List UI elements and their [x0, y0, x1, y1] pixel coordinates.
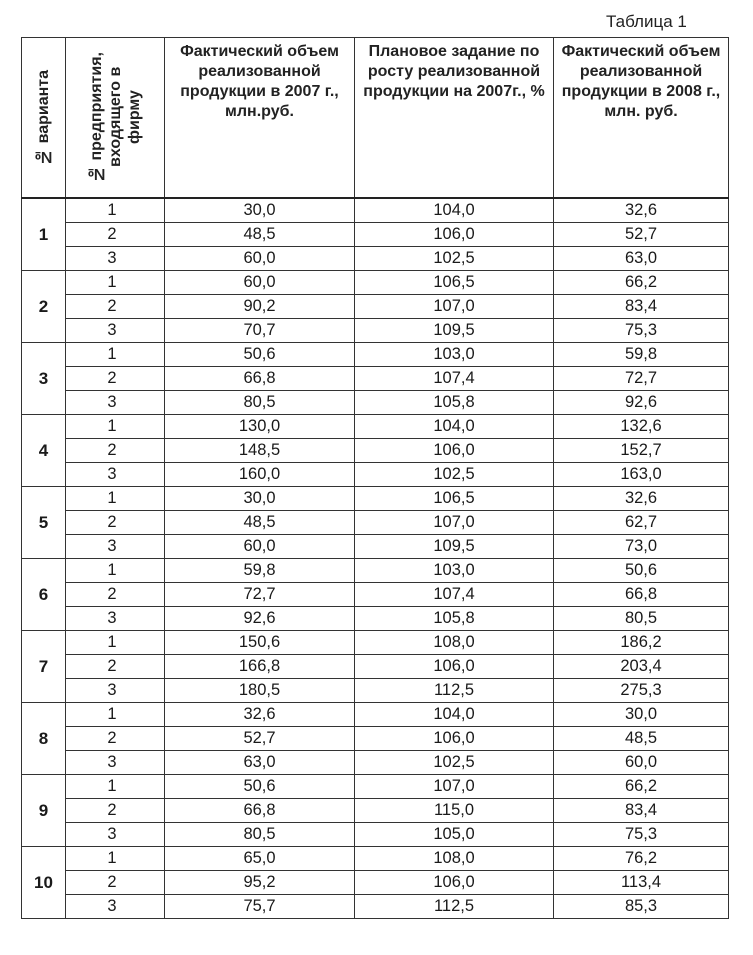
plan-cell: 106,0	[355, 439, 554, 463]
enterprise-number: 2	[66, 223, 165, 247]
variant-number: 10	[22, 847, 66, 919]
plan-cell: 102,5	[355, 463, 554, 487]
plan-cell: 112,5	[355, 895, 554, 919]
actual-2007-cell: 30,0	[165, 487, 355, 511]
actual-2007-cell: 50,6	[165, 775, 355, 799]
actual-2008-cell: 132,6	[554, 415, 729, 439]
actual-2008-cell: 163,0	[554, 463, 729, 487]
plan-cell: 105,0	[355, 823, 554, 847]
actual-2007-cell: 70,7	[165, 319, 355, 343]
actual-2007-cell: 30,0	[165, 198, 355, 223]
actual-2008-cell: 32,6	[554, 198, 729, 223]
variant-number: 4	[22, 415, 66, 487]
plan-cell: 103,0	[355, 559, 554, 583]
table-row	[22, 511, 729, 535]
enterprise-number: 1	[66, 847, 165, 871]
actual-2008-cell: 113,4	[554, 871, 729, 895]
actual-2008-cell: 66,2	[554, 775, 729, 799]
plan-cell: 104,0	[355, 198, 554, 223]
plan-cell: 102,5	[355, 247, 554, 271]
actual-2008-cell: 83,4	[554, 295, 729, 319]
actual-2007-cell: 66,8	[165, 367, 355, 391]
table-row	[22, 895, 729, 919]
variant-number: 3	[22, 343, 66, 415]
table-row	[22, 775, 729, 799]
enterprise-number: 2	[66, 799, 165, 823]
plan-cell: 102,5	[355, 751, 554, 775]
plan-cell: 109,5	[355, 535, 554, 559]
table-row	[22, 847, 729, 871]
header-actual-2008: Фактический объем реализованной продукции в 2008 г., млн. руб.	[554, 38, 729, 199]
actual-2008-cell: 75,3	[554, 823, 729, 847]
actual-2008-cell: 75,3	[554, 319, 729, 343]
enterprise-number: 3	[66, 391, 165, 415]
actual-2008-cell: 73,0	[554, 535, 729, 559]
enterprise-number: 3	[66, 247, 165, 271]
actual-2007-cell: 150,6	[165, 631, 355, 655]
table-row	[22, 823, 729, 847]
enterprise-number: 1	[66, 631, 165, 655]
plan-cell: 106,5	[355, 271, 554, 295]
actual-2007-cell: 180,5	[165, 679, 355, 703]
header-row	[22, 38, 729, 199]
enterprise-number: 2	[66, 295, 165, 319]
table-caption: Таблица 1	[606, 12, 687, 31]
actual-2008-cell: 275,3	[554, 679, 729, 703]
actual-2008-cell: 80,5	[554, 607, 729, 631]
plan-cell: 104,0	[355, 703, 554, 727]
enterprise-number: 3	[66, 895, 165, 919]
plan-cell: 106,5	[355, 487, 554, 511]
actual-2008-cell: 50,6	[554, 559, 729, 583]
enterprise-number: 3	[66, 319, 165, 343]
actual-2007-cell: 63,0	[165, 751, 355, 775]
enterprise-number: 2	[66, 655, 165, 679]
enterprise-number: 1	[66, 198, 165, 223]
plan-cell: 107,0	[355, 775, 554, 799]
actual-2008-cell: 66,2	[554, 271, 729, 295]
actual-2008-cell: 52,7	[554, 223, 729, 247]
header-actual-2007: Фактический объем реализованной продукции в 2007 г., млн.руб.	[165, 38, 355, 199]
variant-number: 9	[22, 775, 66, 847]
actual-2007-cell: 48,5	[165, 511, 355, 535]
enterprise-number: 3	[66, 823, 165, 847]
actual-2007-cell: 59,8	[165, 559, 355, 583]
plan-cell: 107,0	[355, 295, 554, 319]
table-row	[22, 198, 729, 223]
actual-2007-cell: 66,8	[165, 799, 355, 823]
plan-cell: 109,5	[355, 319, 554, 343]
table-row	[22, 295, 729, 319]
header-enterprise: № предприятия, входящего в фирму	[66, 38, 165, 199]
variant-number: 7	[22, 631, 66, 703]
variant-number: 8	[22, 703, 66, 775]
plan-cell: 108,0	[355, 631, 554, 655]
table-row	[22, 439, 729, 463]
enterprise-number: 2	[66, 511, 165, 535]
actual-2008-cell: 66,8	[554, 583, 729, 607]
variant-number: 1	[22, 198, 66, 271]
table-row	[22, 799, 729, 823]
table-row	[22, 703, 729, 727]
plan-cell: 106,0	[355, 871, 554, 895]
table-row	[22, 487, 729, 511]
table-row	[22, 583, 729, 607]
table-row	[22, 247, 729, 271]
actual-2008-cell: 76,2	[554, 847, 729, 871]
actual-2008-cell: 63,0	[554, 247, 729, 271]
actual-2007-cell: 60,0	[165, 535, 355, 559]
table-row	[22, 559, 729, 583]
actual-2008-cell: 152,7	[554, 439, 729, 463]
table-row	[22, 463, 729, 487]
actual-2008-cell: 60,0	[554, 751, 729, 775]
table-row	[22, 631, 729, 655]
plan-cell: 108,0	[355, 847, 554, 871]
enterprise-number: 1	[66, 343, 165, 367]
plan-cell: 107,0	[355, 511, 554, 535]
table-row	[22, 751, 729, 775]
enterprise-number: 3	[66, 751, 165, 775]
table-row	[22, 367, 729, 391]
actual-2007-cell: 60,0	[165, 247, 355, 271]
table-body	[22, 198, 729, 919]
actual-2007-cell: 60,0	[165, 271, 355, 295]
actual-2008-cell: 85,3	[554, 895, 729, 919]
variant-number: 2	[22, 271, 66, 343]
enterprise-number: 3	[66, 463, 165, 487]
actual-2008-cell: 186,2	[554, 631, 729, 655]
enterprise-number: 2	[66, 439, 165, 463]
table-row	[22, 607, 729, 631]
table-row	[22, 319, 729, 343]
header-variant: № варианта	[22, 38, 66, 199]
actual-2007-cell: 80,5	[165, 823, 355, 847]
enterprise-number: 2	[66, 583, 165, 607]
actual-2008-cell: 72,7	[554, 367, 729, 391]
plan-cell: 103,0	[355, 343, 554, 367]
plan-cell: 107,4	[355, 367, 554, 391]
table-row	[22, 535, 729, 559]
enterprise-number: 1	[66, 415, 165, 439]
table-row	[22, 679, 729, 703]
actual-2008-cell: 48,5	[554, 727, 729, 751]
actual-2007-cell: 166,8	[165, 655, 355, 679]
table-row	[22, 271, 729, 295]
enterprise-number: 1	[66, 487, 165, 511]
enterprise-number: 3	[66, 607, 165, 631]
actual-2007-cell: 50,6	[165, 343, 355, 367]
plan-cell: 106,0	[355, 727, 554, 751]
actual-2008-cell: 62,7	[554, 511, 729, 535]
actual-2007-cell: 160,0	[165, 463, 355, 487]
actual-2008-cell: 30,0	[554, 703, 729, 727]
actual-2008-cell: 203,4	[554, 655, 729, 679]
enterprise-number: 1	[66, 271, 165, 295]
actual-2007-cell: 92,6	[165, 607, 355, 631]
enterprise-number: 1	[66, 703, 165, 727]
variant-number: 6	[22, 559, 66, 631]
actual-2007-cell: 32,6	[165, 703, 355, 727]
enterprise-number: 1	[66, 559, 165, 583]
table-row	[22, 223, 729, 247]
data-table	[21, 37, 729, 919]
table-row	[22, 391, 729, 415]
actual-2007-cell: 75,7	[165, 895, 355, 919]
plan-cell: 104,0	[355, 415, 554, 439]
actual-2007-cell: 48,5	[165, 223, 355, 247]
actual-2007-cell: 148,5	[165, 439, 355, 463]
plan-cell: 105,8	[355, 391, 554, 415]
actual-2008-cell: 32,6	[554, 487, 729, 511]
plan-cell: 106,0	[355, 223, 554, 247]
plan-cell: 105,8	[355, 607, 554, 631]
table-row	[22, 727, 729, 751]
table-row	[22, 415, 729, 439]
actual-2007-cell: 65,0	[165, 847, 355, 871]
plan-cell: 115,0	[355, 799, 554, 823]
enterprise-number: 1	[66, 775, 165, 799]
enterprise-number: 2	[66, 727, 165, 751]
actual-2007-cell: 130,0	[165, 415, 355, 439]
actual-2008-cell: 83,4	[554, 799, 729, 823]
actual-2007-cell: 72,7	[165, 583, 355, 607]
actual-2008-cell: 92,6	[554, 391, 729, 415]
enterprise-number: 3	[66, 679, 165, 703]
enterprise-number: 3	[66, 535, 165, 559]
plan-cell: 112,5	[355, 679, 554, 703]
enterprise-number: 2	[66, 871, 165, 895]
header-plan: Плановое задание по росту реализованной продукции на 2007г., %	[355, 38, 554, 199]
actual-2008-cell: 59,8	[554, 343, 729, 367]
actual-2007-cell: 80,5	[165, 391, 355, 415]
table-row	[22, 871, 729, 895]
table-row	[22, 655, 729, 679]
plan-cell: 106,0	[355, 655, 554, 679]
actual-2007-cell: 95,2	[165, 871, 355, 895]
table-row	[22, 343, 729, 367]
actual-2007-cell: 52,7	[165, 727, 355, 751]
variant-number: 5	[22, 487, 66, 559]
plan-cell: 107,4	[355, 583, 554, 607]
actual-2007-cell: 90,2	[165, 295, 355, 319]
enterprise-number: 2	[66, 367, 165, 391]
